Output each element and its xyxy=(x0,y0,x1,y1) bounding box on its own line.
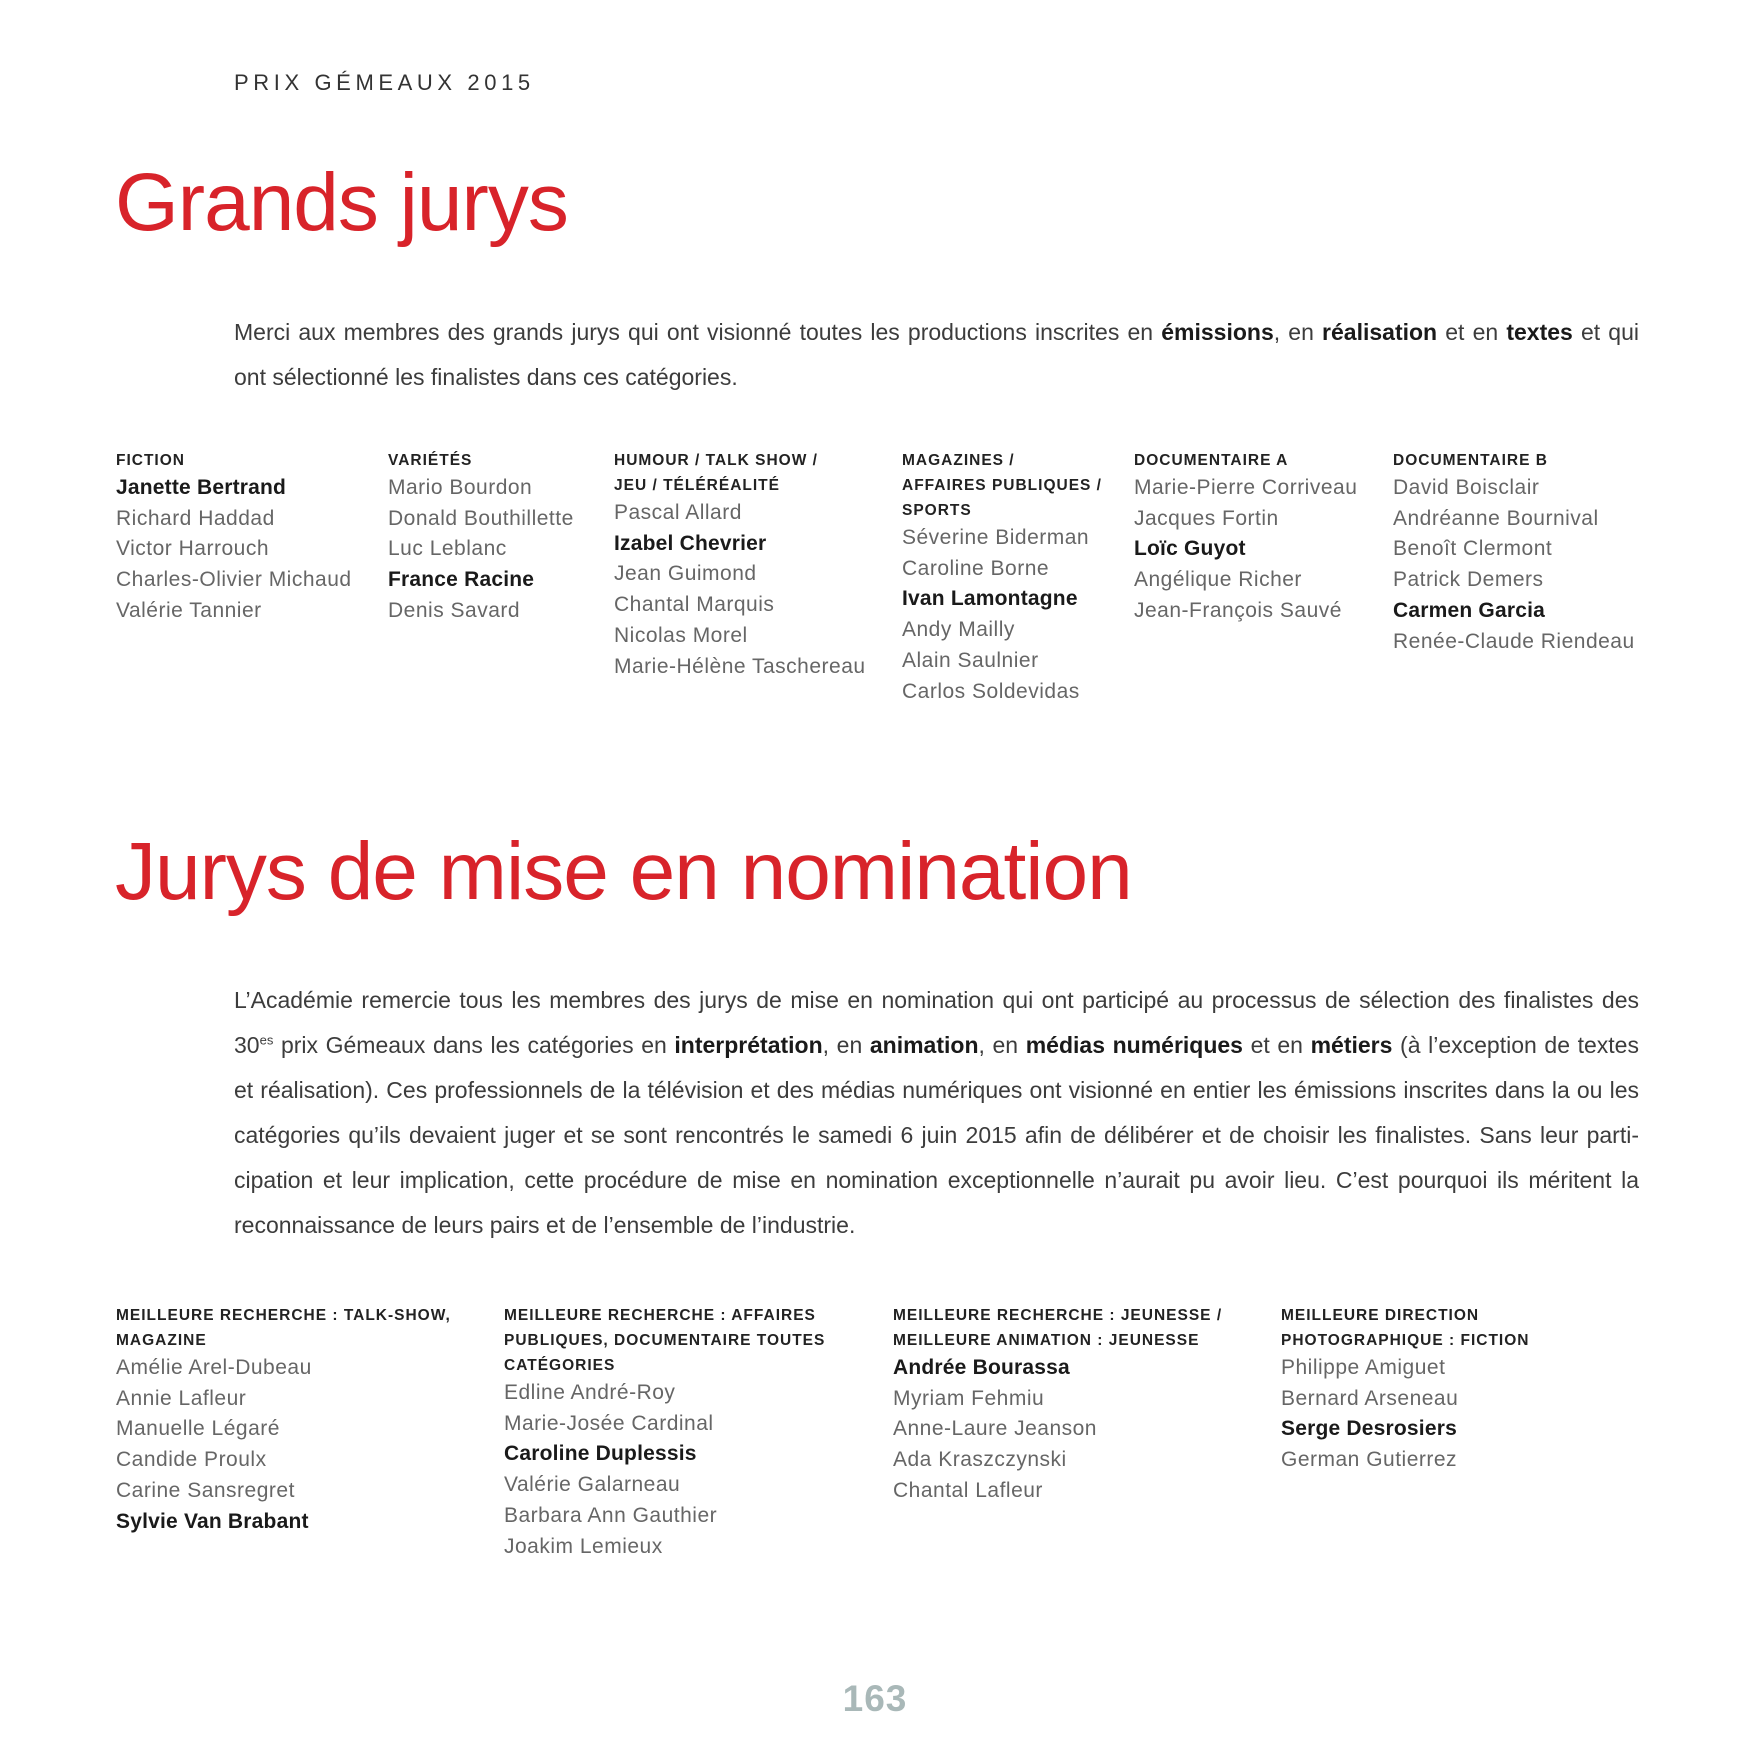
jury-member-name: Annie Lafleur xyxy=(116,1386,247,1410)
jury-column xyxy=(116,448,366,627)
jury-member-list xyxy=(1134,473,1374,627)
jury-column xyxy=(893,1303,1233,1507)
jury-president-name: Serge Desrosiers xyxy=(1281,1417,1457,1441)
section-title-jurys-nomination: Jurys de mise en nomination xyxy=(115,826,1132,917)
jury-category-title: MAGAZINES / AFFAIRES PUBLIQUES / SPORTS xyxy=(902,452,1102,519)
jury-member-name: German Gutierrez xyxy=(1281,1448,1458,1472)
ordinal-superscript: es xyxy=(259,1032,274,1048)
jury-category-title: FICTION xyxy=(116,452,185,469)
jury-member-name: Marie-Pierre Corriveau xyxy=(1134,476,1358,499)
jurys-nomination-intro xyxy=(234,978,1639,1248)
jury-member-name: Manuelle Légaré xyxy=(116,1417,280,1441)
jury-member-name: Amélie Arel-Dubeau xyxy=(116,1356,312,1379)
grands-jurys-intro xyxy=(234,310,1639,400)
intro-text: Merci aux membres des grands jurys qui ont visionné toutes les productions inscrites en xyxy=(234,319,1162,345)
jury-member-name: Andy Mailly xyxy=(902,618,1015,642)
emphasis-text: métiers xyxy=(1310,1032,1393,1058)
jury-member-name: Andréanne Bournival xyxy=(1393,506,1599,530)
jury-member-name: Marie-Josée Cardinal xyxy=(504,1411,714,1435)
jury-president-name: France Racine xyxy=(388,568,535,592)
jury-member-name: Myriam Fehmiu xyxy=(893,1386,1045,1410)
jury-member-name: Nicolas Morel xyxy=(614,623,748,647)
jury-category-title: MEILLEURE RECHERCHE : TALK-SHOW, MAGAZINE xyxy=(116,1307,451,1349)
jury-member-name: David Boisclair xyxy=(1393,476,1540,499)
jury-member-list xyxy=(614,498,866,682)
jury-member-name: Victor Harrouch xyxy=(116,537,270,561)
jury-member-name: Anne-Laure Jeanson xyxy=(893,1417,1097,1441)
running-header: PRIX GÉMEAUX 2015 xyxy=(234,70,535,95)
jury-member-name: Jean Guimond xyxy=(614,562,757,586)
jury-column xyxy=(388,448,588,627)
jury-column xyxy=(902,448,1102,707)
jury-category-title: DOCUMENTAIRE B xyxy=(1393,452,1548,469)
jury-member-name: Alain Saulnier xyxy=(902,648,1039,672)
jury-member-name: Chantal Lafleur xyxy=(893,1478,1043,1502)
jury-president-name: Loïc Guyot xyxy=(1134,537,1246,561)
jury-member-name: Candide Proulx xyxy=(116,1448,267,1472)
jury-member-name: Renée-Claude Riendeau xyxy=(1393,629,1635,653)
jury-member-name: Pascal Allard xyxy=(614,501,742,524)
jury-member-name: Charles-Olivier Michaud xyxy=(116,568,352,592)
jury-column xyxy=(504,1303,844,1562)
jury-member-name: Edline André-Roy xyxy=(504,1381,676,1404)
emphasis-text: réalisation xyxy=(1322,319,1438,345)
jury-member-name: Bernard Arseneau xyxy=(1281,1386,1459,1410)
jury-member-name: Joakim Lemieux xyxy=(504,1534,663,1558)
jury-member-name: Valérie Galarneau xyxy=(504,1473,681,1497)
jury-member-name: Jean-François Sauvé xyxy=(1134,598,1342,622)
jury-category-title: MEILLEURE RECHERCHE : AFFAIRES PUBLIQUES, DOCUMENTAIRE TOUTES CATÉGORIES xyxy=(504,1307,826,1374)
jury-president-name: Janette Bertrand xyxy=(116,476,287,499)
jury-member-name: Benoît Clermont xyxy=(1393,537,1553,561)
emphasis-text: textes xyxy=(1506,319,1573,345)
jury-category-title: DOCUMENTAIRE A xyxy=(1134,452,1289,469)
jury-member-list xyxy=(504,1378,844,1562)
jury-member-list xyxy=(902,523,1102,707)
jury-member-name: Richard Haddad xyxy=(116,506,275,530)
jury-member-name: Séverine Biderman xyxy=(902,526,1090,549)
jury-member-name: Luc Leblanc xyxy=(388,537,507,561)
jury-member-name: Barbara Ann Gauthier xyxy=(504,1503,718,1527)
intro-text: L’Académie remercie tous les membres des jurys de mise en nomination qui ont participé au processus de sélection des finalistes des 30 xyxy=(234,987,1639,1058)
jury-president-name: Carmen Garcia xyxy=(1393,598,1546,622)
jury-president-name: Izabel Chevrier xyxy=(614,531,767,555)
intro-text: prix Gémeaux dans les catégories en xyxy=(273,1032,675,1058)
intro-text: et qui ont sélectionné les finalistes dans ces catégories. xyxy=(234,319,1639,390)
jury-president-name: Andrée Bourassa xyxy=(893,1356,1070,1379)
jury-category-title: MEILLEURE RECHERCHE : JEUNESSE / MEILLEURE ANIMATION : JEUNESSE xyxy=(893,1307,1223,1349)
intro-text: et en xyxy=(1242,1032,1311,1058)
emphasis-text: médias numériques xyxy=(1025,1032,1243,1058)
jury-member-list xyxy=(116,1353,456,1537)
jury-member-name: Ada Kraszczynski xyxy=(893,1448,1067,1472)
jury-member-name: Donald Bouthillette xyxy=(388,506,574,530)
jury-member-list xyxy=(1393,473,1643,657)
jury-column xyxy=(116,1303,456,1537)
jury-member-name: Patrick Demers xyxy=(1393,568,1544,592)
jury-president-name: Ivan Lamontagne xyxy=(902,587,1078,611)
jury-column xyxy=(1393,448,1643,657)
jury-column xyxy=(614,448,866,682)
jury-member-name: Carine Sansregret xyxy=(116,1478,295,1502)
emphasis-text: interprétation xyxy=(674,1032,823,1058)
jury-member-list xyxy=(1281,1353,1581,1476)
jury-member-list xyxy=(388,473,588,627)
section-title-grands-jurys: Grands jurys xyxy=(115,157,568,248)
jury-member-name: Carlos Soldevidas xyxy=(902,679,1080,703)
jury-member-name: Angélique Richer xyxy=(1134,568,1302,592)
jury-president-name: Sylvie Van Brabant xyxy=(116,1509,309,1533)
page-number: 163 xyxy=(842,1678,908,1719)
emphasis-text: émissions xyxy=(1161,319,1274,345)
intro-text: et en xyxy=(1437,319,1507,345)
jury-member-name: Chantal Marquis xyxy=(614,593,775,617)
intro-text: (à l’exception de textes et réalisation). Ces professionnels de la télévision et des médias numériques ont visionné en entier les émissions inscrites dans la ou les catégories qu’ils devaient juger et se sont rencontrés le samedi 6 juin 2015 afin de délibérer et de choisir les finalistes. Sans leur participation et leur implication, cette procédure de mise en nomination exceptionnelle n’aurait pu avoir lieu. C’est pourquoi ils méritent la reconnaissance de leurs pairs et de l’ensemble de l’industrie. xyxy=(234,1032,1639,1238)
jury-category-title: HUMOUR / TALK SHOW / JEU / TÉLÉRÉALITÉ xyxy=(614,452,818,494)
jury-member-name: Philippe Amiguet xyxy=(1281,1356,1446,1379)
jury-member-name: Marie-Hélène Taschereau xyxy=(614,654,866,678)
jury-member-name: Denis Savard xyxy=(388,598,521,622)
jury-category-title: VARIÉTÉS xyxy=(388,452,473,469)
jury-column xyxy=(1281,1303,1581,1476)
intro-text: , en xyxy=(822,1032,870,1058)
emphasis-text: animation xyxy=(869,1032,979,1058)
jury-member-name: Valérie Tannier xyxy=(116,598,262,622)
jury-member-name: Caroline Borne xyxy=(902,556,1050,580)
jury-category-title: MEILLEURE DIRECTION PHOTOGRAPHIQUE : FICTION xyxy=(1281,1307,1530,1349)
intro-text: , en xyxy=(978,1032,1026,1058)
jury-member-list xyxy=(893,1353,1233,1507)
intro-text: , en xyxy=(1273,319,1323,345)
jury-member-name: Jacques Fortin xyxy=(1134,506,1279,530)
jury-column xyxy=(1134,448,1374,627)
jury-president-name: Caroline Duplessis xyxy=(504,1442,697,1466)
jury-member-name: Mario Bourdon xyxy=(388,476,533,499)
jury-member-list xyxy=(116,473,366,627)
